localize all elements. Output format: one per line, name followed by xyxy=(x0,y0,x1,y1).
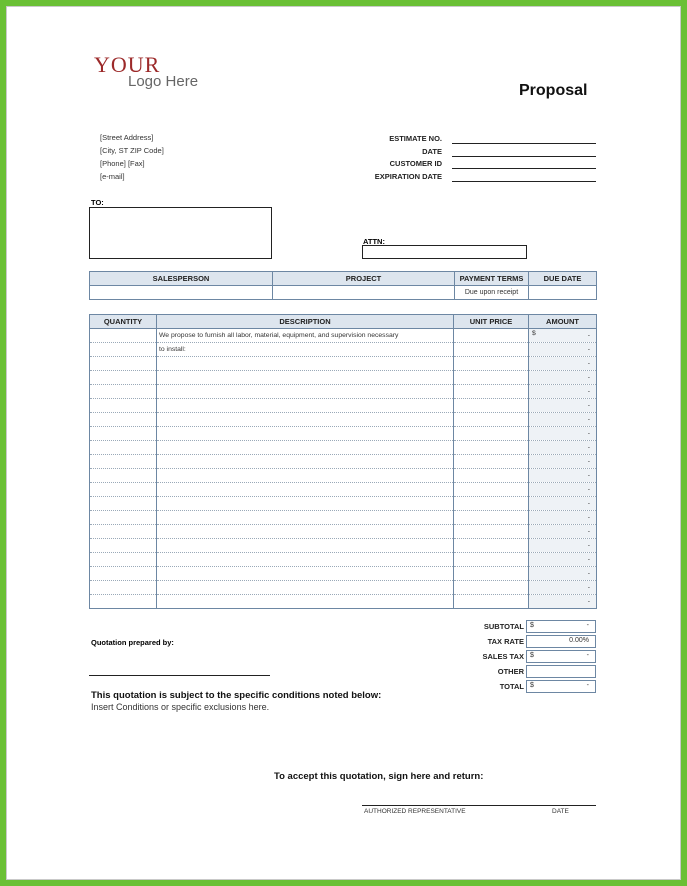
amount-cell xyxy=(529,581,597,595)
total-field-tax-rate[interactable] xyxy=(526,635,596,648)
conditions-text[interactable]: Insert Conditions or specific exclusions here. xyxy=(91,702,270,712)
items-table xyxy=(89,314,597,609)
quantity-cell[interactable] xyxy=(90,385,157,399)
prepared-by-label: Quotation prepared by: xyxy=(91,638,174,647)
info-table xyxy=(89,271,597,300)
amount-cell xyxy=(529,385,597,399)
description-cell[interactable] xyxy=(157,427,454,441)
amount-value: - xyxy=(587,556,590,563)
unit-price-cell[interactable] xyxy=(454,357,529,371)
currency-symbol: $ xyxy=(532,330,536,337)
description-cell[interactable] xyxy=(157,525,454,539)
amount-cell xyxy=(529,469,597,483)
due-date-cell[interactable] xyxy=(529,286,597,300)
currency-symbol: $ xyxy=(530,622,534,629)
unit-price-cell[interactable] xyxy=(454,497,529,511)
payment-terms-cell[interactable]: Due upon receipt xyxy=(455,286,529,300)
quantity-cell[interactable] xyxy=(90,413,157,427)
table-row xyxy=(90,413,597,427)
amount-cell xyxy=(529,371,597,385)
unit-price-cell[interactable] xyxy=(454,595,529,609)
amount-cell xyxy=(529,553,597,567)
description-cell[interactable] xyxy=(157,371,454,385)
description-cell[interactable] xyxy=(157,497,454,511)
amount-value: - xyxy=(587,514,590,521)
unit-price-cell[interactable] xyxy=(454,413,529,427)
description-cell[interactable] xyxy=(157,553,454,567)
table-row xyxy=(90,343,597,357)
amount-cell xyxy=(529,483,597,497)
quantity-cell[interactable] xyxy=(90,483,157,497)
street-address: [Street Address] xyxy=(100,133,154,142)
unit-price-cell[interactable] xyxy=(454,385,529,399)
quantity-cell[interactable] xyxy=(90,567,157,581)
salesperson-cell[interactable] xyxy=(90,286,273,300)
amount-cell xyxy=(529,413,597,427)
currency-symbol: $ xyxy=(530,682,534,689)
authorized-rep-label: AUTHORIZED REPRESENTATIVE xyxy=(364,808,466,815)
description-cell[interactable] xyxy=(157,595,454,609)
quantity-cell[interactable] xyxy=(90,581,157,595)
customer-id-field[interactable] xyxy=(452,168,596,169)
description-header: DESCRIPTION xyxy=(157,315,454,329)
quantity-cell[interactable] xyxy=(90,371,157,385)
total-field-total xyxy=(526,680,596,693)
table-row xyxy=(90,511,597,525)
quantity-cell[interactable] xyxy=(90,511,157,525)
description-cell[interactable] xyxy=(157,455,454,469)
table-row xyxy=(90,567,597,581)
amount-cell xyxy=(529,399,597,413)
amount-value: - xyxy=(587,416,590,423)
amount-value: - xyxy=(587,472,590,479)
unit-price-cell[interactable] xyxy=(454,469,529,483)
total-label-other: OTHER xyxy=(497,667,524,676)
phone-fax: [Phone] [Fax] xyxy=(100,159,145,168)
total-label-sales-tax: SALES TAX xyxy=(482,652,524,661)
table-row xyxy=(90,399,597,413)
amount-cell xyxy=(529,427,597,441)
amount-value: - xyxy=(587,500,590,507)
amount-value: - xyxy=(587,430,590,437)
table-row xyxy=(90,427,597,441)
quantity-cell[interactable] xyxy=(90,357,157,371)
amount-cell xyxy=(529,567,597,581)
table-row xyxy=(90,581,597,595)
table-row xyxy=(90,455,597,469)
amount-cell xyxy=(529,525,597,539)
amount-cell xyxy=(529,441,597,455)
description-cell[interactable]: We propose to furnish all labor, material, equipment, and supervision necessary xyxy=(157,329,454,343)
description-cell[interactable]: to install: xyxy=(157,343,454,357)
unit-price-cell[interactable] xyxy=(454,399,529,413)
amount-header: AMOUNT xyxy=(529,315,597,329)
amount-value: - xyxy=(587,346,590,353)
quantity-header: QUANTITY xyxy=(90,315,157,329)
payment-terms-header: PAYMENT TERMS xyxy=(455,272,529,286)
description-cell[interactable] xyxy=(157,511,454,525)
unit-price-header: UNIT PRICE xyxy=(454,315,529,329)
logo-your: YOUR xyxy=(94,52,161,77)
amount-cell xyxy=(529,539,597,553)
amount-value: - xyxy=(587,584,590,591)
quantity-cell[interactable] xyxy=(90,539,157,553)
expiration-date-field[interactable] xyxy=(452,181,596,182)
total-label-subtotal: SUBTOTAL xyxy=(483,622,524,631)
table-row xyxy=(90,441,597,455)
description-cell[interactable] xyxy=(157,581,454,595)
quantity-cell[interactable] xyxy=(90,497,157,511)
amount-value: - xyxy=(587,360,590,367)
conditions-heading: This quotation is subject to the specific conditions noted below: xyxy=(91,690,382,701)
unit-price-cell[interactable] xyxy=(454,427,529,441)
unit-price-cell[interactable] xyxy=(454,511,529,525)
total-field-other[interactable] xyxy=(526,665,596,678)
total-label-tax-rate: TAX RATE xyxy=(487,637,524,646)
prepared-by-line[interactable] xyxy=(89,675,270,676)
table-row xyxy=(90,553,597,567)
total-field-sales-tax xyxy=(526,650,596,663)
description-cell[interactable] xyxy=(157,357,454,371)
date-field[interactable] xyxy=(452,156,596,157)
to-label: TO: xyxy=(91,198,104,207)
table-row xyxy=(90,371,597,385)
amount-cell xyxy=(529,329,597,343)
unit-price-cell[interactable] xyxy=(454,455,529,469)
city-zip: [City, ST ZIP Code] xyxy=(100,146,164,155)
amount-value: - xyxy=(587,374,590,381)
total-label-total: TOTAL xyxy=(499,682,524,691)
estimate-no-field[interactable] xyxy=(452,143,596,144)
total-value: - xyxy=(586,622,589,629)
amount-cell xyxy=(529,455,597,469)
quantity-cell[interactable] xyxy=(90,469,157,483)
unit-price-cell[interactable] xyxy=(454,329,529,343)
unit-price-cell[interactable] xyxy=(454,441,529,455)
customer-id-label: CUSTOMER ID xyxy=(389,159,442,168)
due-date-header: DUE DATE xyxy=(529,272,597,286)
description-cell[interactable] xyxy=(157,539,454,553)
amount-value: - xyxy=(587,598,590,605)
amount-value: - xyxy=(587,444,590,451)
proposal-page xyxy=(6,6,681,880)
page-title: Proposal xyxy=(519,82,588,99)
signature-date-label: DATE xyxy=(552,808,569,815)
unit-price-cell[interactable] xyxy=(454,343,529,357)
to-box[interactable] xyxy=(89,207,272,259)
quantity-cell[interactable] xyxy=(90,441,157,455)
description-cell[interactable] xyxy=(157,385,454,399)
table-row xyxy=(90,497,597,511)
amount-value: - xyxy=(587,570,590,577)
quantity-cell[interactable] xyxy=(90,427,157,441)
description-cell[interactable] xyxy=(157,469,454,483)
amount-value: - xyxy=(587,528,590,535)
table-row xyxy=(90,329,597,343)
amount-cell xyxy=(529,511,597,525)
description-cell[interactable] xyxy=(157,441,454,455)
total-value: - xyxy=(586,682,589,689)
table-row xyxy=(90,385,597,399)
quantity-cell[interactable] xyxy=(90,595,157,609)
amount-cell xyxy=(529,595,597,609)
attn-label: ATTN: xyxy=(363,237,385,246)
table-row xyxy=(90,525,597,539)
email: [e-mail] xyxy=(100,172,125,181)
description-cell[interactable] xyxy=(157,413,454,427)
amount-value: - xyxy=(587,458,590,465)
unit-price-cell[interactable] xyxy=(454,581,529,595)
unit-price-cell[interactable] xyxy=(454,553,529,567)
description-cell[interactable] xyxy=(157,483,454,497)
total-field-subtotal xyxy=(526,620,596,633)
amount-value: - xyxy=(587,388,590,395)
logo-here: Logo Here xyxy=(128,73,199,90)
description-cell[interactable] xyxy=(157,567,454,581)
project-header: PROJECT xyxy=(273,272,455,286)
date-label: DATE xyxy=(422,147,442,156)
amount-value: - xyxy=(587,402,590,409)
attn-field[interactable] xyxy=(362,245,527,259)
amount-cell xyxy=(529,497,597,511)
quantity-cell[interactable] xyxy=(90,343,157,357)
quantity-cell[interactable] xyxy=(90,455,157,469)
table-row xyxy=(90,539,597,553)
quantity-cell[interactable] xyxy=(90,399,157,413)
expiration-date-label: EXPIRATION DATE xyxy=(374,172,442,181)
unit-price-cell[interactable] xyxy=(454,483,529,497)
total-value: - xyxy=(586,652,589,659)
quantity-cell[interactable] xyxy=(90,329,157,343)
amount-value: - xyxy=(587,542,590,549)
quantity-cell[interactable] xyxy=(90,553,157,567)
salesperson-header: SALESPERSON xyxy=(90,272,273,286)
quantity-cell[interactable] xyxy=(90,525,157,539)
amount-value: - xyxy=(587,486,590,493)
project-cell[interactable] xyxy=(273,286,455,300)
description-cell[interactable] xyxy=(157,399,454,413)
total-value: 0.00% xyxy=(569,637,589,644)
unit-price-cell[interactable] xyxy=(454,567,529,581)
accept-text: To accept this quotation, sign here and return: xyxy=(274,771,484,782)
amount-cell xyxy=(529,357,597,371)
signature-line[interactable] xyxy=(362,805,596,806)
unit-price-cell[interactable] xyxy=(454,525,529,539)
unit-price-cell[interactable] xyxy=(454,371,529,385)
table-row xyxy=(90,483,597,497)
currency-symbol: $ xyxy=(530,652,534,659)
amount-cell xyxy=(529,343,597,357)
table-row xyxy=(90,357,597,371)
estimate-no-label: ESTIMATE NO. xyxy=(389,134,442,143)
amount-value: - xyxy=(587,332,590,339)
table-row xyxy=(90,469,597,483)
table-row xyxy=(90,595,597,609)
unit-price-cell[interactable] xyxy=(454,539,529,553)
